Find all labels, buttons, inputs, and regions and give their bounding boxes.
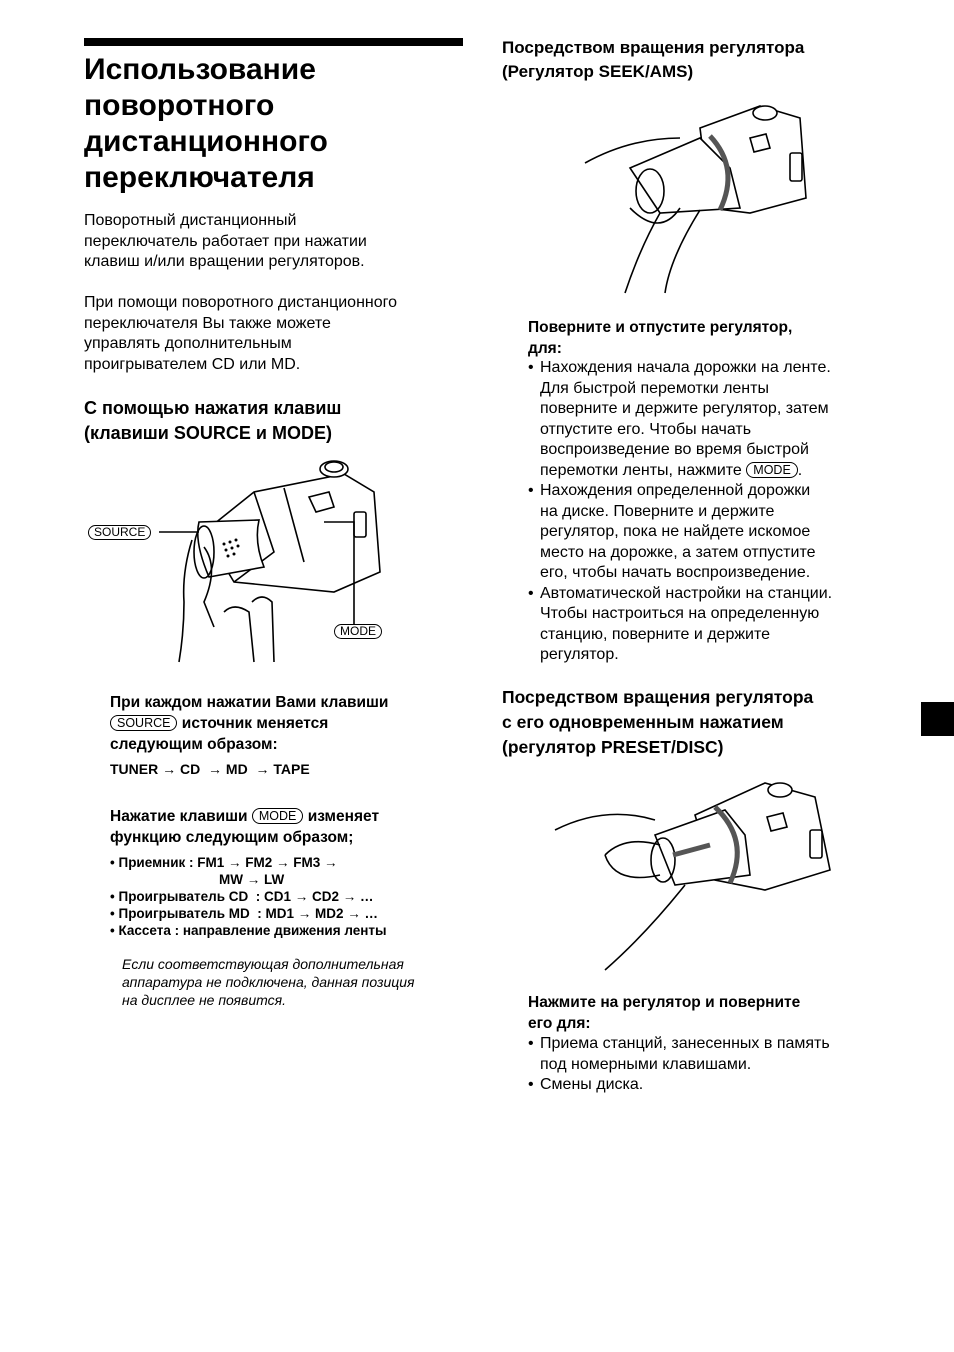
preset-disc-press-rotate-illustration (545, 775, 845, 975)
mode-list-item: • Проигрыватель MD : MD1 → MD2 → … (110, 906, 379, 921)
sub-heading-preset: Нажмите на регулятор и поверните его для: (528, 994, 801, 1032)
list-item: • Смены диска. (528, 1075, 898, 1096)
section-tab-marker (921, 702, 954, 736)
list-item: • Приема станций, занесенных в память под номерными клавишами. (528, 1034, 898, 1075)
heading-preset-disc: Посредством вращения регулятора с его одновременным нажатием (регулятор PRESET/DISC) (502, 687, 814, 757)
mode-description: Нажатие клавиши MODE изменяет функцию следующим образом; (110, 808, 380, 846)
mode-list-item-cont: MW → LW (219, 872, 285, 887)
section-heading-buttons: С помощью нажатия клавиш (клавиши SOURCE и MODE) (84, 398, 342, 443)
mode-button-label: MODE (746, 462, 798, 478)
note-text: Если соответствующая дополнительная аппаратура не подключена, данная позиция на дисплее не появится. (122, 956, 415, 1008)
mode-list-item: • Приемник : FM1 → FM2 → FM3 → (110, 855, 338, 870)
list-item: • Нахождения начала дорожки на ленте. Для быстрой перемотки ленты поверните и держите регулятор, затем отпустите его. Чтобы начать воспроизведение во время быстрой перемотки ленты, нажмите MODE . (528, 358, 888, 481)
intro-paragraph-2: При помощи поворотного дистанционного переключателя Вы также можете управлять дополнительным проигрывателем CD или MD. (84, 294, 398, 373)
intro-paragraph-1: Поворотный дистанционный переключатель работает при нажатии клавиш и/или вращении регуляторов. (84, 212, 367, 270)
source-button-label: SOURCE (110, 715, 177, 731)
page-title: Использование поворотного дистанционного переключателя (84, 53, 328, 194)
mode-list-item: • Проигрыватель CD : CD1 → CD2 → … (110, 889, 374, 904)
source-sequence: TUNER → CD → MD → TAPE (110, 761, 310, 777)
heading-seek-ams: Посредством вращения регулятора (Регулятор SEEK/AMS) (502, 38, 805, 81)
mode-list-item: • Кассета : направление движения ленты (110, 923, 387, 938)
sub-heading-seek: Поверните и отпустите регулятор, для: (528, 319, 793, 357)
source-callout-label: SOURCE (88, 525, 151, 540)
source-description: При каждом нажатии Вами клавиши SOURCE источник меняется следующим образом: (110, 694, 389, 753)
mode-button-label: MODE (252, 808, 304, 824)
title-rule (84, 38, 463, 46)
list-item: • Автоматической настройки на станции. Чтобы настроиться на определенную станцию, поверните и держите регулятор. (528, 584, 888, 666)
list-item: • Нахождения определенной дорожки на диске. Поверните и держите регулятор, пока не найдете искомое место на дорожке, а затем отпустите его, чтобы начать воспроизведение. (528, 481, 888, 584)
preset-bullet-list (528, 1034, 898, 1096)
seek-ams-rotate-illustration (570, 98, 840, 298)
mode-callout-label: MODE (334, 624, 382, 639)
mode-list (110, 854, 470, 939)
seek-bullet-list (528, 358, 888, 666)
